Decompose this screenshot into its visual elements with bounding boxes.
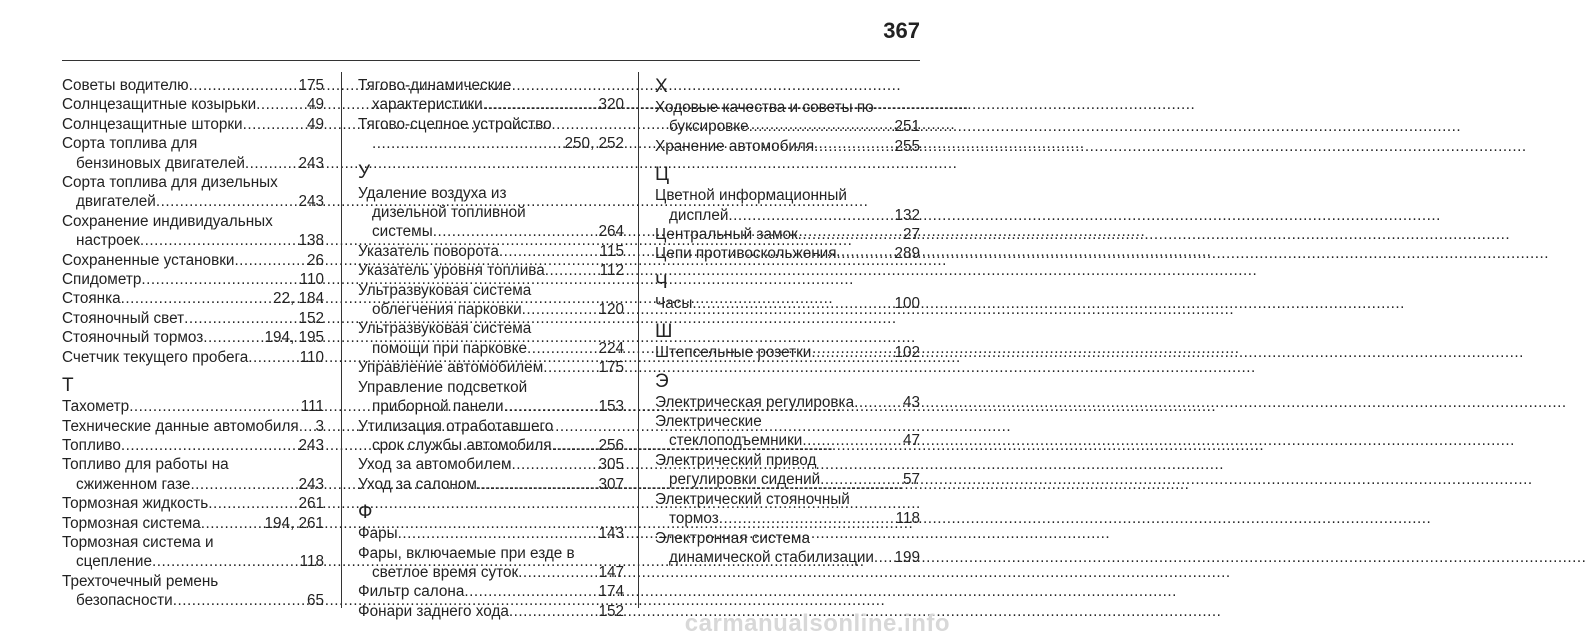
entry-text: облегчения парковки xyxy=(372,301,522,319)
leader-dots xyxy=(854,393,903,412)
leader-dots xyxy=(398,524,599,543)
page-number: 367 xyxy=(883,18,920,43)
index-entry xyxy=(358,281,624,320)
leader-dots xyxy=(802,431,903,450)
header-rule xyxy=(62,60,920,61)
page-reference: 57 xyxy=(902,471,920,489)
page-reference: 143 xyxy=(598,525,624,543)
index-entry xyxy=(358,184,624,242)
leader-dots xyxy=(201,514,265,533)
leader-dots xyxy=(121,436,299,455)
entry-text: Стояночный тормоз xyxy=(62,329,204,347)
index-entry xyxy=(655,186,920,225)
leader-dots xyxy=(552,436,599,455)
index-entry xyxy=(62,328,324,347)
entry-text: помощи при парковке xyxy=(372,339,527,357)
page-reference: 26 xyxy=(306,251,324,269)
index-entry xyxy=(62,134,324,173)
section-letter: Т xyxy=(62,375,74,397)
entry-text: Спидометр xyxy=(62,271,142,289)
leader-dots xyxy=(464,582,598,601)
entry-text: Тормозная система и xyxy=(62,533,214,551)
entry-text: Сохраненные установки xyxy=(62,251,235,269)
entry-text: бензиновых двигателей xyxy=(76,154,245,172)
leader-dots xyxy=(836,244,894,263)
index-entry xyxy=(655,343,920,362)
index-entry xyxy=(358,115,624,154)
entry-text: Фары xyxy=(358,525,398,543)
entry-text: тормоз xyxy=(669,510,719,528)
entry-text: Тормозная жидкость xyxy=(62,495,209,513)
entry-text: Трехточечный ремень xyxy=(62,572,219,590)
leader-dots xyxy=(129,397,301,416)
entry-text: характеристики xyxy=(372,96,483,114)
page-reference: 110 xyxy=(299,271,324,289)
page-reference: 100 xyxy=(894,294,920,312)
entry-text: Электрические xyxy=(655,413,762,431)
entry-text: Электронная система xyxy=(655,529,810,547)
page-reference: 120 xyxy=(598,301,624,319)
entry-text: Управление автомобилем xyxy=(358,359,544,377)
leader-dots xyxy=(483,95,599,114)
entry-text: Уход за салоном xyxy=(358,475,477,493)
page-reference: 174 xyxy=(598,583,624,601)
index-entry xyxy=(655,244,920,263)
leader-dots xyxy=(243,115,307,134)
entry-text: Удаление воздуха из xyxy=(358,184,507,202)
page-reference: 243 xyxy=(298,475,324,493)
page-reference: 243 xyxy=(298,436,324,454)
index-entry xyxy=(655,137,920,156)
page-reference: 102 xyxy=(894,344,920,362)
page-reference: 307 xyxy=(598,475,624,493)
entry-text: Солнцезащитные козырьки xyxy=(62,96,257,114)
index-entry xyxy=(358,582,624,601)
entry-text: Стоянка xyxy=(62,290,121,308)
leader-dots xyxy=(728,206,894,225)
entry-text: сжиженном газе xyxy=(76,475,191,493)
index-entry xyxy=(62,309,324,328)
leader-dots xyxy=(256,95,307,114)
index-entry xyxy=(62,95,324,114)
entry-text: Центральный замок xyxy=(655,226,798,244)
index-entry xyxy=(358,319,624,358)
index-entry xyxy=(655,451,920,490)
leader-dots xyxy=(477,475,599,494)
page-reference: 250, 252 xyxy=(564,135,624,153)
section-letter: Ф xyxy=(358,502,373,524)
entry-text: Управление подсветкой xyxy=(358,378,528,396)
leader-dots xyxy=(692,294,894,313)
entry-text: Цветной информационный xyxy=(655,187,847,205)
entry-text: Хранение автомобиля xyxy=(655,137,815,155)
entry-text: дисплей xyxy=(669,206,729,224)
page-reference: 152 xyxy=(598,602,624,620)
page-reference: 3 xyxy=(315,417,324,435)
section-letter: У xyxy=(358,161,371,183)
entry-text: Указатель уровня топлива xyxy=(358,262,545,280)
entry-text: регулировки сидений xyxy=(669,471,821,489)
leader-dots xyxy=(512,455,599,474)
page-reference: 138 xyxy=(298,232,324,250)
leader-dots xyxy=(248,348,299,367)
entry-text: Цепи противоскольжения xyxy=(655,245,837,263)
entry-text: Электрический привод xyxy=(655,451,817,469)
entry-text: Фонари заднего хода xyxy=(358,602,509,620)
entry-text: Топливо xyxy=(62,436,121,454)
page-reference: 251 xyxy=(894,118,920,136)
index-entry xyxy=(358,455,624,474)
leader-dots xyxy=(543,358,598,377)
leader-dots xyxy=(504,397,599,416)
leader-dots xyxy=(798,225,903,244)
leader-dots xyxy=(545,261,600,280)
page-reference: 49 xyxy=(306,96,324,114)
entry-text: сцепление xyxy=(76,553,152,571)
leader-dots xyxy=(208,494,298,513)
index-entry xyxy=(62,270,324,289)
index-entry xyxy=(62,115,324,134)
index-entry xyxy=(655,490,920,529)
page-reference: 320 xyxy=(598,96,624,114)
page-reference: 118 xyxy=(895,510,920,528)
index-entry xyxy=(62,348,324,367)
entry-text: Сохранение индивидуальных xyxy=(62,212,273,230)
page-reference: 147 xyxy=(598,563,624,581)
index-entry xyxy=(62,397,324,416)
entry-text: Солнцезащитные шторки xyxy=(62,115,243,133)
page-reference: 132 xyxy=(894,206,920,224)
index-entry xyxy=(62,76,324,95)
index-entry xyxy=(358,242,624,261)
column-divider xyxy=(638,72,639,608)
leader-dots xyxy=(749,117,895,136)
entry-text: Часы xyxy=(655,294,693,312)
entry-text: срок службы автомобиля xyxy=(372,436,552,454)
index-entry xyxy=(358,358,624,377)
index-entry xyxy=(62,173,324,212)
leader-dots xyxy=(190,475,298,494)
leader-dots xyxy=(152,552,300,571)
entry-text: Топливо для работы на xyxy=(62,456,229,474)
index-entry xyxy=(62,436,324,455)
section-letter: Э xyxy=(655,370,669,392)
page-reference: 43 xyxy=(902,393,920,411)
index-entry xyxy=(358,544,624,583)
index-entry xyxy=(358,261,624,280)
page-reference: 243 xyxy=(298,154,324,172)
index-entry xyxy=(358,475,624,494)
page-reference: 175 xyxy=(598,359,624,377)
entry-text: Ходовые качества и советы по xyxy=(655,99,874,116)
page-reference: 194, 195 xyxy=(264,329,324,347)
leader-dots xyxy=(719,509,896,528)
page-reference: 65 xyxy=(306,592,324,610)
entry-text: Фары, включаемые при езде в xyxy=(358,544,575,562)
index-entry xyxy=(358,524,624,543)
page-reference: 261 xyxy=(298,495,324,513)
page-reference: 175 xyxy=(298,77,324,94)
leader-dots xyxy=(522,300,599,319)
index-entry xyxy=(655,529,920,568)
index-entry xyxy=(655,412,920,451)
page-reference: 47 xyxy=(902,432,920,450)
page-reference: 264 xyxy=(598,223,624,241)
leader-dots xyxy=(299,417,316,436)
entry-text: Штепсельные розетки xyxy=(655,344,812,362)
page-reference: 194, 261 xyxy=(264,514,324,532)
entry-text: Указатель поворота xyxy=(358,242,499,260)
entry-text: Сорта топлива для дизельных xyxy=(62,174,278,192)
index-column-1 xyxy=(62,76,324,610)
index-entry xyxy=(655,225,920,244)
entry-text: Счетчик текущего пробега xyxy=(62,348,249,366)
index-entry xyxy=(655,98,920,137)
page-reference: 255 xyxy=(894,137,920,155)
page-reference: 112 xyxy=(599,262,624,280)
footer-watermark: carmanualsonline.info xyxy=(684,610,950,637)
index-entry xyxy=(62,417,324,436)
leader-dots xyxy=(156,192,299,211)
entry-text: Стояночный свет xyxy=(62,309,185,327)
index-column-2 xyxy=(358,76,624,620)
entry-text: Сорта топлива для xyxy=(62,135,198,153)
page-reference: 224 xyxy=(598,339,624,357)
entry-text: Тягово-динамические xyxy=(358,77,512,94)
entry-text: Технические данные автомобиля xyxy=(62,417,299,435)
entry-text: Уход за автомобилем xyxy=(358,456,512,474)
leader-dots xyxy=(203,328,264,347)
leader-dots xyxy=(189,76,299,95)
leader-dots xyxy=(372,134,564,153)
leader-dots xyxy=(433,222,599,241)
entry-text: дизельной топливной xyxy=(372,204,526,222)
entry-text: безопасности xyxy=(76,592,173,610)
entry-text: Тягово-сцепное устройство xyxy=(358,115,552,133)
entry-text: Электрический стояночный xyxy=(655,490,850,508)
index-entry xyxy=(62,251,324,270)
leader-dots xyxy=(141,270,299,289)
index-entry xyxy=(62,212,324,251)
page-reference: 49 xyxy=(306,115,324,133)
leader-dots xyxy=(121,289,273,308)
leader-dots xyxy=(173,591,307,610)
index-entry xyxy=(62,494,324,513)
entry-text: Ультразвуковая система xyxy=(358,320,532,338)
entry-text: двигателей xyxy=(76,193,156,211)
entry-text: Тормозная система xyxy=(62,514,201,532)
index-entry xyxy=(655,393,920,412)
index-entry xyxy=(358,378,624,417)
entry-text: Советы водителю xyxy=(62,77,189,94)
page-reference: 115 xyxy=(599,242,624,260)
entry-text: буксировке xyxy=(669,118,749,136)
section-letter: Х xyxy=(655,76,668,97)
leader-dots xyxy=(811,343,894,362)
page-reference: 110 xyxy=(299,348,324,366)
page-reference: 153 xyxy=(598,398,624,416)
leader-dots xyxy=(820,470,903,489)
page-reference: 22, 184 xyxy=(272,290,324,308)
leader-dots xyxy=(874,548,895,567)
section-letter: Ш xyxy=(655,321,673,343)
entry-text: Утилизация отработавшего xyxy=(358,417,554,435)
page-reference: 118 xyxy=(299,553,324,571)
entry-text: приборной панели xyxy=(372,398,504,416)
section-letter: Ч xyxy=(655,271,668,293)
entry-text: динамической стабилизации xyxy=(669,548,874,566)
entry-text: светлое время суток xyxy=(372,563,519,581)
leader-dots xyxy=(814,137,894,156)
index-column-3 xyxy=(655,76,920,610)
index-entry xyxy=(62,572,324,611)
leader-dots xyxy=(527,339,599,358)
entry-text: Тахометр xyxy=(62,398,130,416)
leader-dots xyxy=(234,251,307,270)
index-entry xyxy=(62,533,324,572)
entry-text: Электрическая регулировка xyxy=(655,393,855,411)
leader-dots xyxy=(184,309,298,328)
entry-text: Фильтр салона xyxy=(358,583,465,601)
entry-text: стеклоподъемники xyxy=(669,432,803,450)
entry-text: Ультразвуковая система xyxy=(358,281,532,299)
page-reference: 111 xyxy=(300,398,324,416)
page-reference: 305 xyxy=(598,456,624,474)
leader-dots xyxy=(245,154,299,173)
index-entry xyxy=(655,294,920,313)
index-entry xyxy=(358,76,624,115)
leader-dots xyxy=(499,242,600,261)
index-entry xyxy=(358,417,624,456)
index-entry xyxy=(62,455,324,494)
entry-text: системы xyxy=(372,223,433,241)
page-reference: 152 xyxy=(298,309,324,327)
section-letter: Ц xyxy=(655,164,670,186)
index-entry xyxy=(62,289,324,308)
index-entry xyxy=(62,514,324,533)
page-reference: 289 xyxy=(894,245,920,263)
page-reference: 256 xyxy=(598,436,624,454)
page-reference: 199 xyxy=(894,548,920,566)
leader-dots xyxy=(518,563,598,582)
page-reference: 243 xyxy=(298,193,324,211)
page-reference: 27 xyxy=(902,226,920,244)
entry-text: настроек xyxy=(76,232,140,250)
column-divider xyxy=(341,72,342,608)
leader-dots xyxy=(140,231,299,250)
